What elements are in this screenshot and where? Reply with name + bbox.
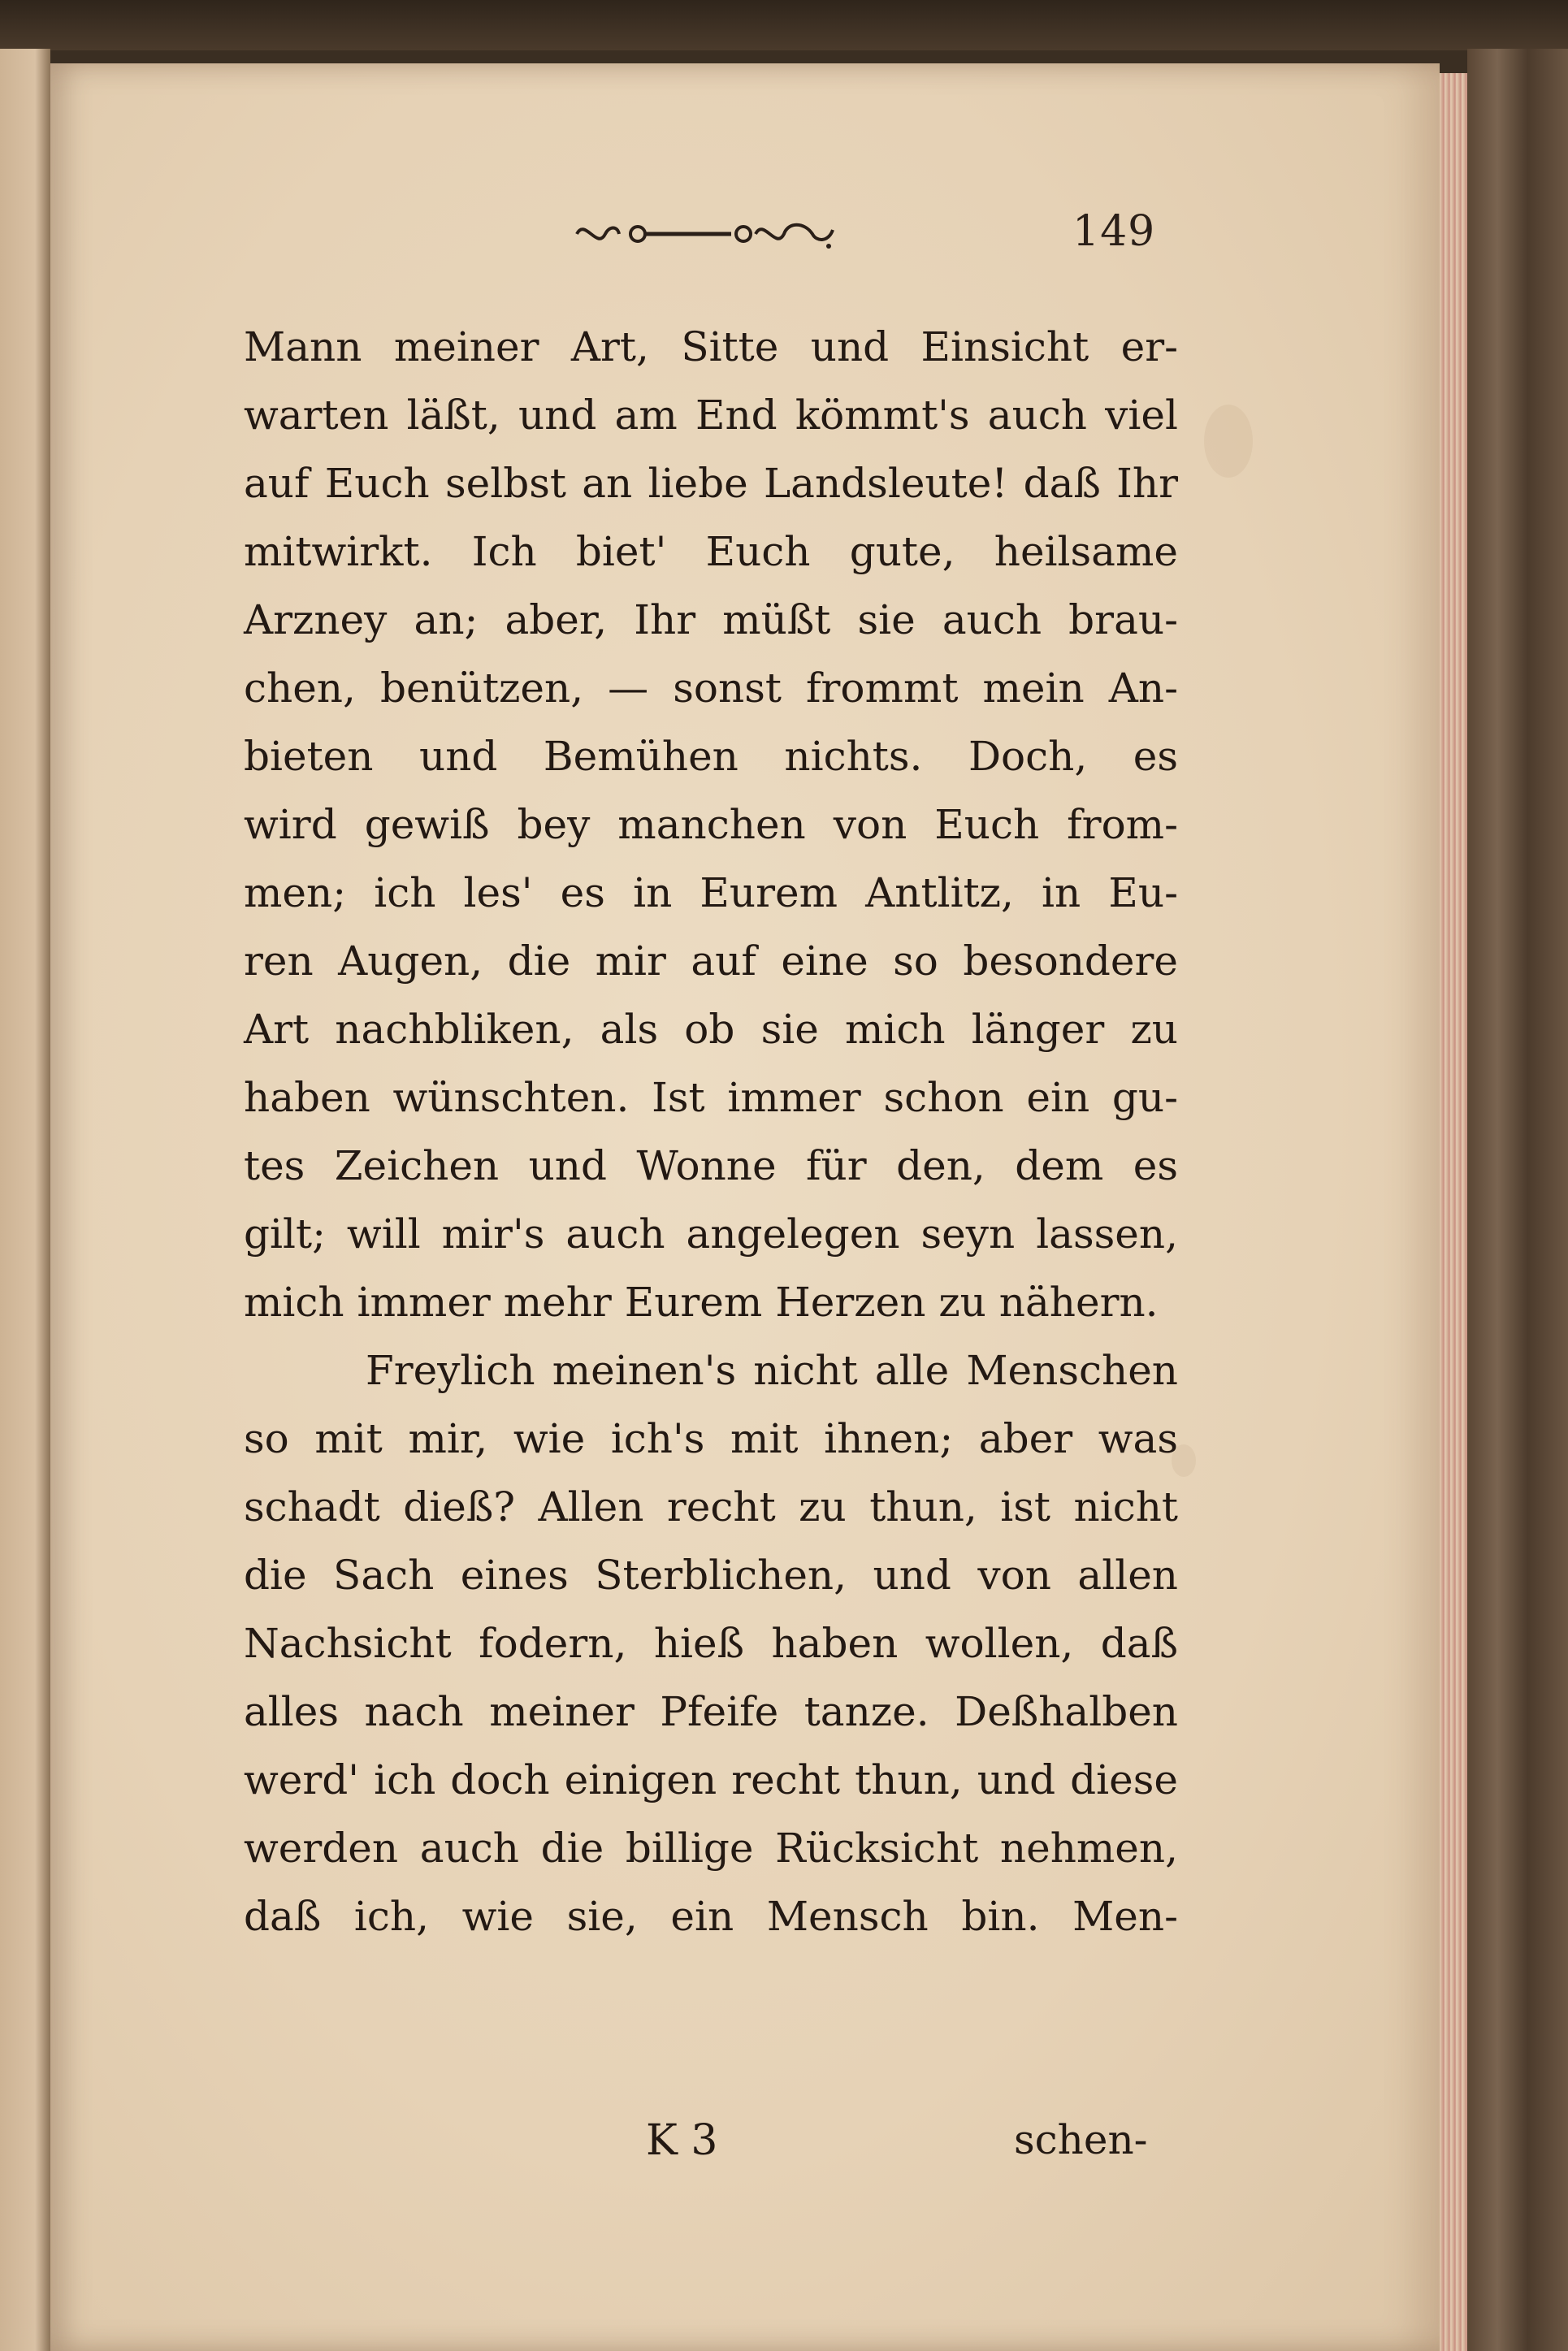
ornament-icon bbox=[569, 214, 845, 254]
page-fore-edge bbox=[1440, 73, 1467, 2351]
text-line-indented: Freylich meinen's nicht alle Menschen bbox=[366, 1347, 1178, 1394]
page-number: 149 bbox=[1072, 207, 1156, 256]
text-line: chen, benützen, — sonst frommt mein An- bbox=[244, 665, 1178, 712]
text-line: die Sach eines Sterblichen, und von allen bbox=[244, 1552, 1178, 1599]
text-line: ren Augen, die mir auf eine so besondere bbox=[244, 937, 1178, 985]
text-line: werden auch die billige Rücksicht nehmen, bbox=[244, 1825, 1178, 1872]
text-line: wird gewiß bey manchen von Euch from- bbox=[244, 801, 1178, 848]
text-line: alles nach meiner Pfeife tanze. Deßhalben bbox=[244, 1688, 1178, 1735]
text-line: Mann meiner Art, Sitte und Einsicht er- bbox=[244, 323, 1178, 370]
text-line: daß ich, wie sie, ein Mensch bin. Men- bbox=[244, 1893, 1178, 1940]
text-line: tes Zeichen und Wonne für den, dem es bbox=[244, 1142, 1178, 1189]
text-line: gilt; will mir's auch angelegen seyn lassen, bbox=[244, 1210, 1178, 1258]
text-line: haben wünschten. Ist immer schon ein gu- bbox=[244, 1074, 1178, 1121]
text-line: schadt dieß? Allen recht zu thun, ist nicht bbox=[244, 1483, 1178, 1531]
text-line: Arzney an; aber, Ihr müßt sie auch brau- bbox=[244, 596, 1178, 643]
running-header bbox=[569, 207, 1154, 264]
text-line: werd' ich doch einigen recht thun, und diese bbox=[244, 1756, 1178, 1803]
text-line: mich immer mehr Eurem Herzen zu nähern. bbox=[244, 1279, 1159, 1326]
text-line: mitwirkt. Ich biet' Euch gute, heilsame bbox=[244, 528, 1178, 575]
facing-page-edge bbox=[0, 49, 50, 2351]
body-text bbox=[244, 313, 1178, 1951]
catchword: schen- bbox=[1014, 2116, 1148, 2163]
paper-stain bbox=[1204, 405, 1253, 478]
book-cover-top bbox=[0, 0, 1568, 50]
book-cover-right bbox=[1467, 49, 1568, 2351]
text-line: Nachsicht fodern, hieß haben wollen, daß bbox=[244, 1620, 1178, 1667]
text-line: warten läßt, und am End kömmt's auch viel bbox=[244, 392, 1178, 439]
text-line: so mit mir, wie ich's mit ihnen; aber was bbox=[244, 1415, 1178, 1462]
text-line: bieten und Bemühen nichts. Doch, es bbox=[244, 733, 1178, 780]
signature-mark: K 3 bbox=[646, 2116, 718, 2165]
text-line: men; ich les' es in Eurem Antlitz, in Eu- bbox=[244, 869, 1178, 916]
text-line: auf Euch selbst an liebe Landsleute! daß Ihr bbox=[244, 460, 1178, 507]
text-line: Art nachbliken, als ob sie mich länger zu bbox=[244, 1006, 1178, 1053]
